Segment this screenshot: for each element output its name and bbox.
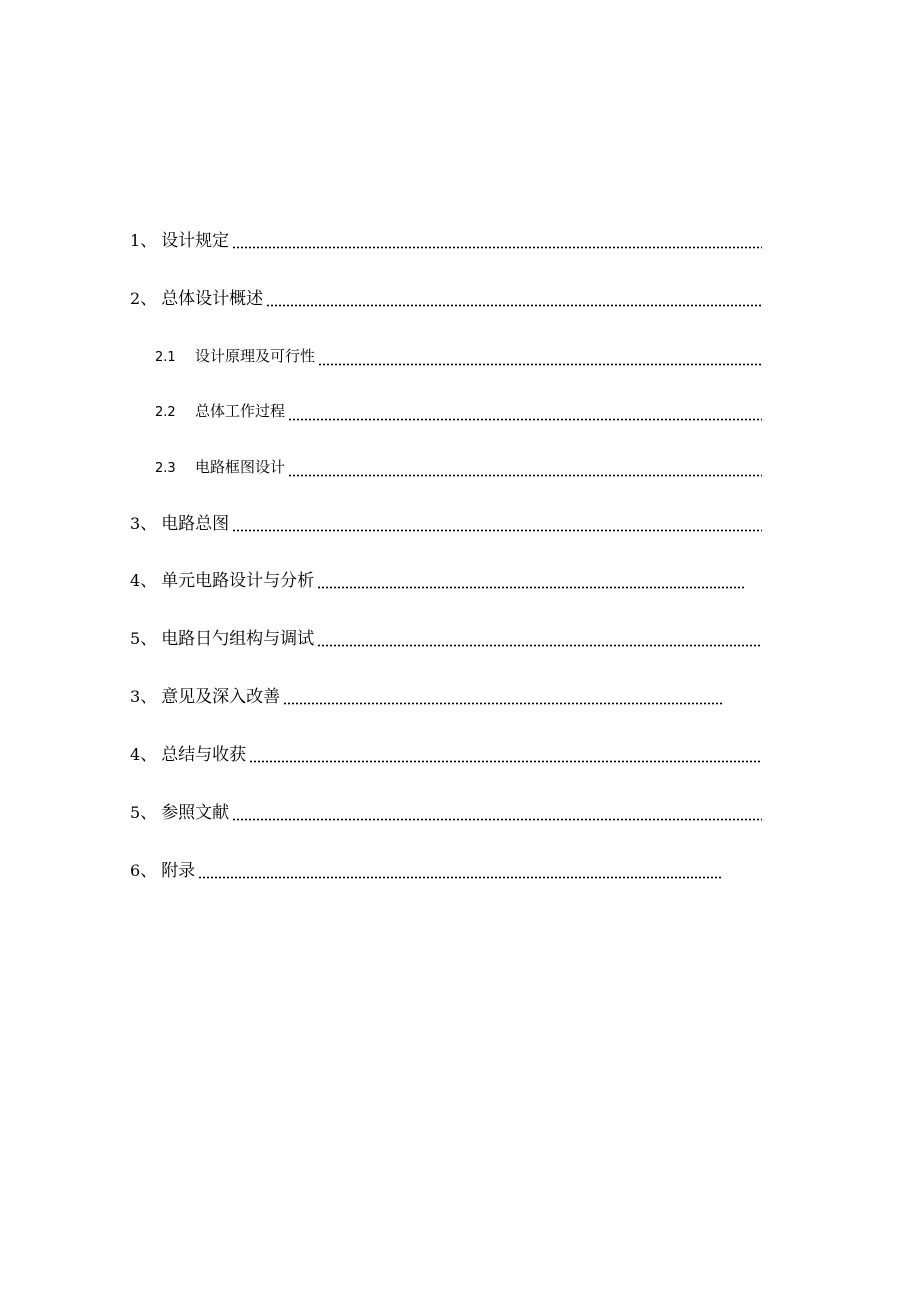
toc-entry-number: 2.2 <box>155 405 176 420</box>
toc-entry[interactable] <box>130 686 722 708</box>
toc-entry-separator: 、 <box>140 231 158 251</box>
toc-leader-dots <box>288 407 762 421</box>
toc-entry-separator: 、 <box>140 514 158 534</box>
toc-subentry[interactable] <box>155 456 762 480</box>
toc-entry-title: 意见及深入改善 <box>161 687 281 707</box>
toc-leader-dots <box>232 807 762 821</box>
toc-entry[interactable] <box>130 570 744 592</box>
toc-subentry[interactable] <box>155 345 762 369</box>
toc-leader-dots <box>232 235 762 249</box>
toc-entry-title: 电路日勺组构与调试 <box>161 629 315 649</box>
toc-entry-number: 3 <box>130 687 141 706</box>
toc-entry-separator: 、 <box>140 571 158 591</box>
toc-entry-number: 2.3 <box>155 461 176 476</box>
toc-entry-number: 2.1 <box>155 350 176 365</box>
toc-entry-number: 2 <box>130 289 141 308</box>
toc-entry-number: 4 <box>130 745 141 764</box>
toc-entry[interactable] <box>130 628 762 650</box>
toc-entry-separator: 、 <box>140 861 158 881</box>
toc-entry-title: 总结与收获 <box>161 745 247 765</box>
toc-entry-number: 5 <box>130 803 141 822</box>
toc-entry-separator: 、 <box>140 745 158 765</box>
toc-entry[interactable] <box>130 288 762 310</box>
toc-entry-title: 总体工作过程 <box>195 402 286 420</box>
toc-entry-number: 3 <box>130 514 141 533</box>
toc-entry[interactable] <box>130 802 762 824</box>
toc-leader-dots <box>198 865 722 879</box>
toc-entry[interactable] <box>130 860 722 882</box>
toc-entry-number: 6 <box>130 861 141 880</box>
toc-entry-separator: 、 <box>140 289 158 309</box>
toc-leader-dots <box>249 749 762 763</box>
toc-subentry[interactable] <box>155 400 762 424</box>
toc-entry-title: 参照文献 <box>161 803 230 823</box>
toc-entry-title: 电路框图设计 <box>195 458 286 476</box>
toc-entry-separator: 、 <box>140 629 158 649</box>
toc-leader-dots <box>288 463 762 477</box>
toc-entry-title: 设计原理及可行性 <box>195 347 316 365</box>
toc-leader-dots <box>266 293 762 307</box>
toc-entry-title: 单元电路设计与分析 <box>161 571 315 591</box>
toc-leader-dots <box>317 633 762 647</box>
toc-leader-dots <box>318 352 762 366</box>
toc-entry-number: 5 <box>130 629 141 648</box>
toc-entry[interactable] <box>130 513 762 535</box>
toc-entry-separator: 、 <box>140 687 158 707</box>
toc-entry[interactable] <box>130 230 762 252</box>
toc-entry-separator: 、 <box>140 803 158 823</box>
toc-entry-title: 附录 <box>161 861 196 881</box>
toc-entry[interactable] <box>130 744 762 766</box>
toc-leader-dots <box>232 518 762 532</box>
toc-entry-title: 设计规定 <box>161 231 230 251</box>
toc-entry-number: 4 <box>130 571 141 590</box>
toc-entry-number: 1 <box>130 231 141 250</box>
toc-entry-title: 总体设计概述 <box>161 289 264 309</box>
toc-leader-dots <box>317 575 744 589</box>
toc-leader-dots <box>283 691 722 705</box>
toc-entry-title: 电路总图 <box>161 514 230 534</box>
